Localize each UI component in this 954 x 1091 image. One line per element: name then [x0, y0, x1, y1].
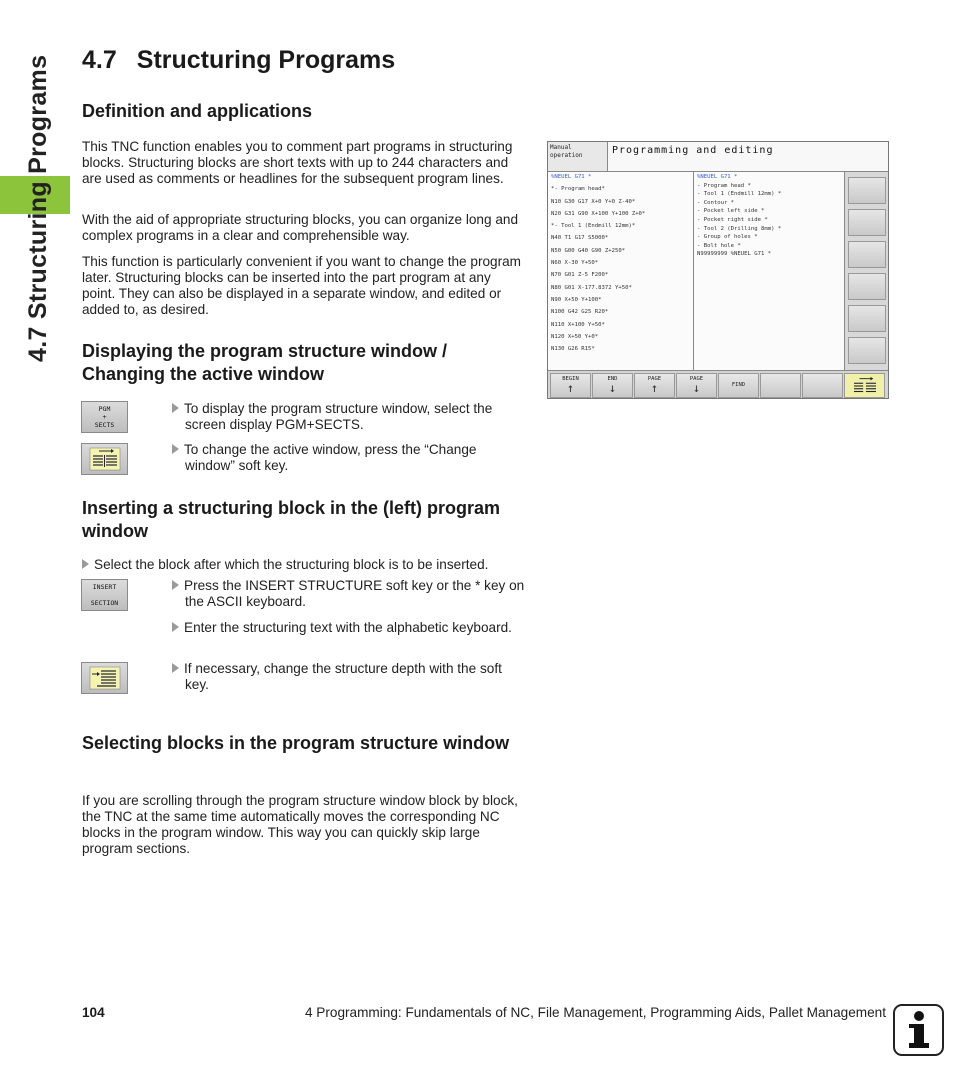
arrow-up-icon: ↑ [566, 381, 575, 395]
structure-line: - Tool 2 (Drilling 8mm) * [697, 225, 782, 232]
structure-line: N99999999 %NEUEL G71 * [697, 251, 772, 258]
softkey-label: BEGIN [562, 376, 579, 382]
program-line: N80 G01 X-177.8372 Y+50* [551, 284, 632, 291]
structure-line: %NEUEL G71 * [697, 174, 738, 180]
step-insert-structure: Press the INSERT STRUCTURE soft key or the * key on the ASCII keyboard. [172, 578, 527, 610]
paragraph-selecting: If you are scrolling through the program structure window block by block, the TNC at the same time automatically moves the corresponding NC blocks in the program window. This way you can quickly skip large program sections. [82, 793, 518, 856]
empty-softkey[interactable] [802, 373, 843, 398]
structure-depth-icon [89, 666, 121, 690]
program-window [548, 172, 694, 370]
change-window-icon [850, 375, 880, 397]
softkey-label: FIND [731, 382, 746, 388]
arrow-bullet-icon [172, 403, 179, 413]
screen-mode-title: Programming and editing [608, 142, 888, 172]
chapter-footer: 4 Programming: Fundamentals of NC, File Management, Programming Aids, Pallet Management [304, 1005, 886, 1020]
softkey-line: + [102, 413, 107, 421]
empty-softkey[interactable] [760, 373, 801, 398]
structure-line: - Pocket left side * [697, 208, 765, 215]
program-line: N70 G01 Z-5 F200* [551, 272, 609, 279]
arrow-bullet-icon [82, 559, 89, 569]
structure-line: - Contour * [697, 199, 735, 206]
arrow-bullet-icon [172, 444, 179, 454]
vertical-softkey[interactable] [848, 241, 886, 268]
structure-depth-softkey[interactable] [81, 662, 128, 694]
arrow-up-icon: ↑ [650, 381, 659, 395]
program-line: N120 X+50 Y+0* [551, 333, 599, 340]
arrow-bullet-icon [172, 622, 179, 632]
step-select-block: Select the block after which the structuring block is to be inserted. [82, 557, 527, 573]
side-tab-label: 4.7 Structuring Programs [24, 54, 52, 362]
step-change-window: To change the active window, press the “Change window” soft key. [172, 442, 527, 474]
tnc-screen-image [547, 141, 889, 399]
mode-label: Manual [550, 144, 572, 151]
info-icon [893, 1004, 944, 1056]
section-title: Structuring Programs [136, 46, 396, 74]
change-window-softkey[interactable] [81, 443, 128, 475]
program-line: N40 T1 G17 S5000* [551, 235, 609, 242]
step-display-window: To display the program structure window, select the screen display PGM+SECTS. [172, 401, 527, 433]
end-softkey[interactable] [592, 373, 633, 398]
structure-line: - Group of holes * [697, 234, 758, 241]
program-line: N10 G30 G17 X+0 Y+0 Z-40* [551, 198, 636, 205]
vertical-softkey[interactable] [848, 177, 886, 204]
arrow-down-icon: ↓ [692, 381, 701, 395]
vertical-softkey-bar [844, 172, 888, 370]
program-line: N20 G31 G90 X+100 Y+100 Z+0* [551, 210, 646, 217]
page-down-softkey[interactable] [676, 373, 717, 398]
find-softkey[interactable] [718, 373, 759, 398]
structure-line: - Pocket right side * [697, 216, 768, 223]
section-number: 4.7 [82, 46, 117, 74]
program-line: *- Program head* [551, 186, 605, 193]
pgm-sects-softkey[interactable] [81, 401, 128, 433]
structure-line: - Tool 1 (Endmill 12mm) * [697, 191, 782, 198]
vertical-softkey[interactable] [848, 273, 886, 300]
program-line: N100 G42 G25 R20* [551, 309, 609, 316]
step-enter-text: Enter the structuring text with the alphabetic keyboard. [172, 620, 527, 636]
structure-window [694, 172, 844, 370]
info-i-glyph [904, 1009, 934, 1051]
vertical-softkey[interactable] [848, 209, 886, 236]
change-window-icon [89, 447, 121, 471]
softkey-label: END [607, 376, 618, 382]
arrow-bullet-icon [172, 663, 179, 673]
paragraph-definition-1: This TNC function enables you to comment part programs in structuring blocks. Structuring blocks are short texts with up to 244 characters and are used as comments or headlines for the subsequent program lines. [82, 139, 513, 186]
heading-definition: Definition and applications [82, 101, 313, 121]
vertical-softkey[interactable] [848, 337, 886, 364]
page-up-softkey[interactable] [634, 373, 675, 398]
arrow-down-icon: ↓ [608, 381, 617, 395]
heading-inserting: Inserting a structuring block in the (left) program window [82, 498, 501, 541]
program-line: *- Tool 1 (Endmill 12mm)* [551, 223, 636, 230]
softkey-label: PAGE [689, 376, 704, 382]
change-window-softkey[interactable] [844, 373, 885, 398]
program-line: N130 G26 R15* [551, 346, 595, 353]
softkey-line: INSERT [92, 583, 117, 591]
step-structure-depth: If necessary, change the structure depth with the soft key. [172, 661, 527, 693]
vertical-softkey[interactable] [848, 305, 886, 332]
softkey-line: SECTS [94, 421, 115, 429]
page-number: 104 [82, 1005, 105, 1020]
paragraph-definition-3: This function is particularly convenient if you want to change the program later. Structuring blocks can be inserted into the part program at any point. They can also be displayed in a separate window, and edited or added to, as desired. [82, 254, 522, 317]
program-line: N110 X+100 Y+50* [551, 321, 605, 328]
page-title [82, 46, 395, 75]
insert-section-softkey[interactable] [81, 579, 128, 611]
softkey-label: PAGE [647, 376, 662, 382]
mode-label: operation [550, 152, 583, 159]
program-line: N90 X+50 Y+100* [551, 296, 602, 303]
horizontal-softkey-bar [548, 370, 888, 398]
arrow-bullet-icon [172, 580, 179, 590]
softkey-line: PGM [98, 405, 111, 413]
program-line: N50 G00 G40 G90 Z+250* [551, 247, 626, 254]
program-line: N60 X-30 Y+50* [551, 260, 599, 267]
program-line: %NEUEL G71 * [551, 174, 592, 180]
heading-selecting: Selecting blocks in the program structure window [82, 733, 510, 753]
paragraph-definition-2: With the aid of appropriate structuring blocks, you can organize long and complex programs in a clear and comprehensible way. [82, 212, 519, 243]
structure-line: - Bolt hole * [697, 242, 741, 249]
begin-softkey[interactable] [550, 373, 591, 398]
heading-displaying: Displaying the program structure window / Changing the active window [82, 341, 448, 384]
structure-line: - Program head * [697, 182, 751, 189]
operating-mode-box [548, 142, 608, 172]
softkey-line: SECTION [90, 599, 119, 607]
